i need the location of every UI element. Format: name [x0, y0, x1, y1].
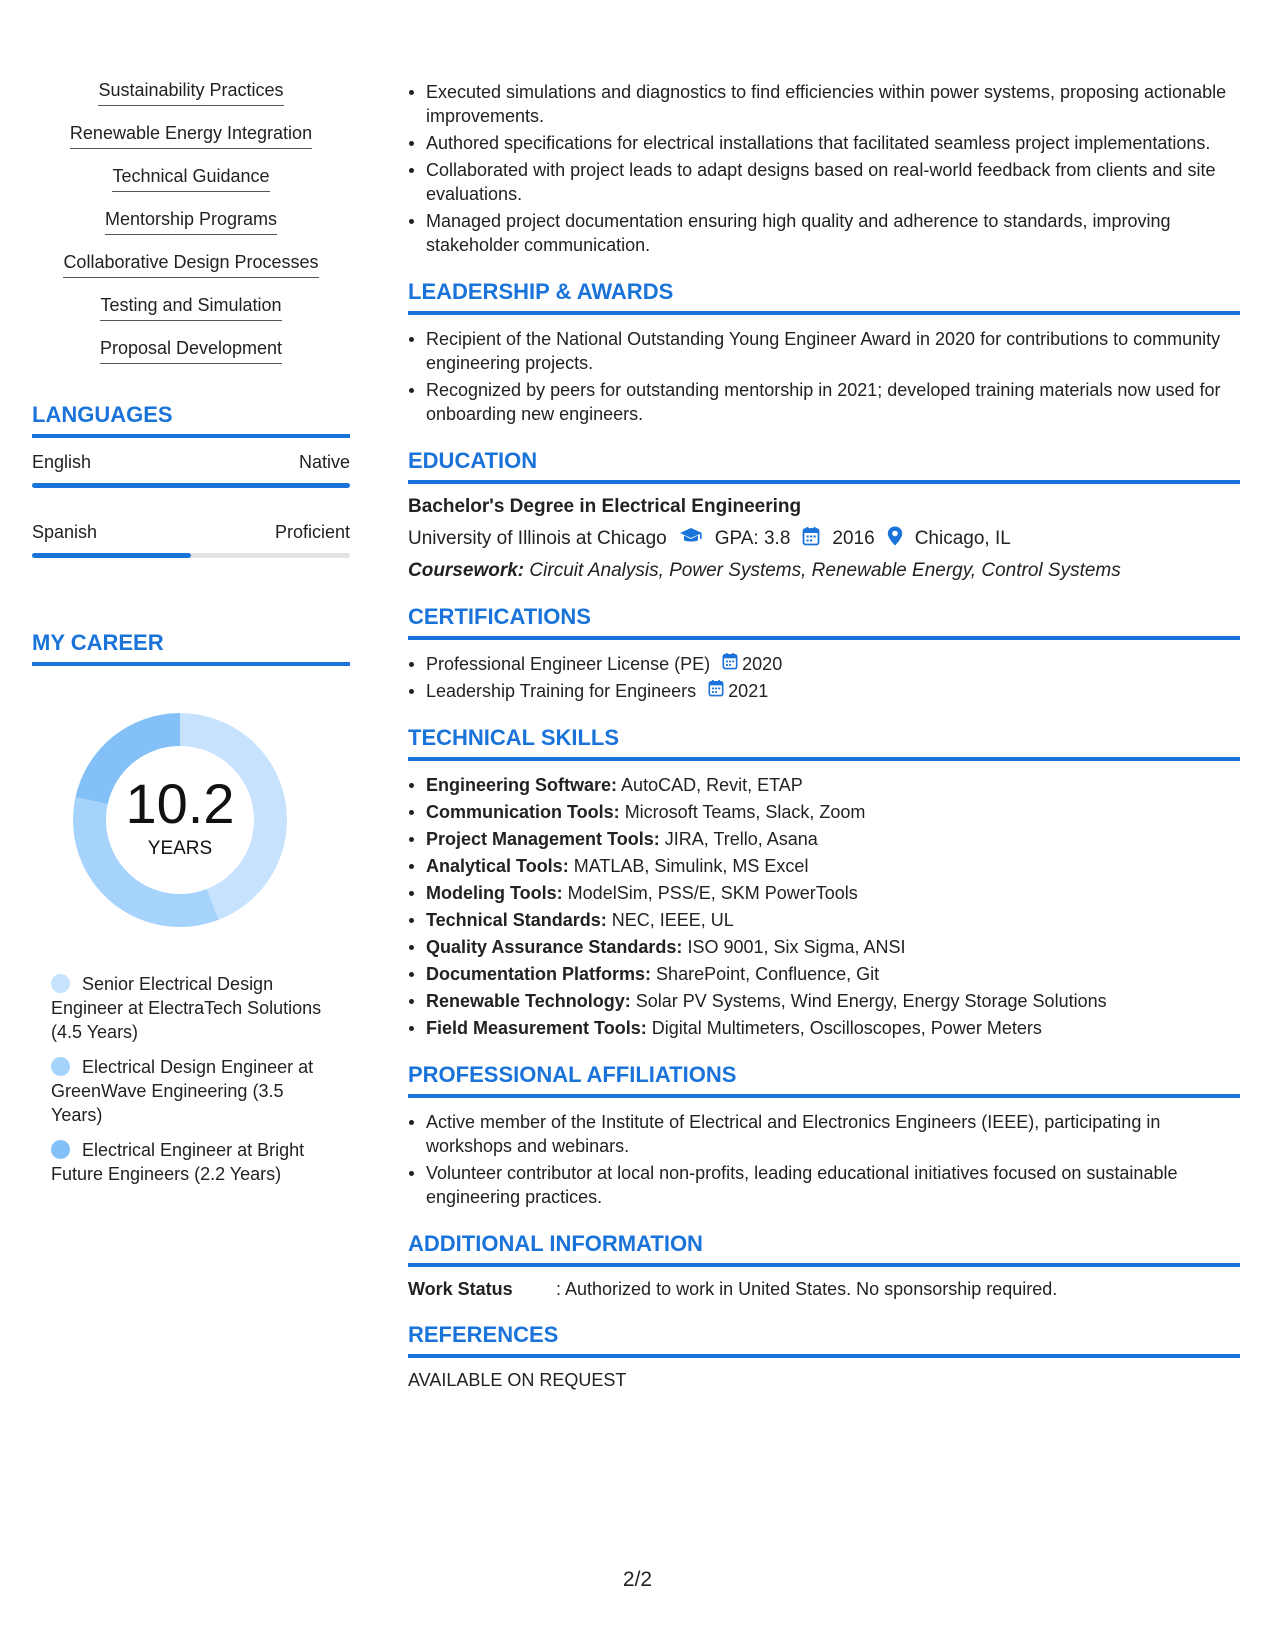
right-column — [408, 80, 1240, 1391]
list-item — [32, 80, 350, 106]
career-total: 10.2 — [125, 772, 235, 835]
skill-values: JIRA, Trello, Asana — [664, 829, 818, 849]
language-bar — [32, 553, 350, 558]
leadership-list — [408, 327, 1240, 426]
education-gpa: GPA: 3.8 — [714, 528, 791, 549]
list-item — [32, 166, 350, 192]
education-year: 2016 — [832, 528, 875, 549]
certification-name: Professional Engineer License (PE) — [426, 654, 711, 674]
list-item: Recognized by peers for outstanding mentorship in 2021; developed training materials now used for onboarding new engineers. — [408, 378, 1240, 426]
education-title: EDUCATION — [408, 448, 1240, 484]
certification-year: 2020 — [742, 654, 783, 674]
list-item — [408, 935, 1240, 959]
references-title: REFERENCES — [408, 1322, 1240, 1358]
affiliations-title: PROFESSIONAL AFFILIATIONS — [408, 1062, 1240, 1098]
skill-values: Digital Multimeters, Oscilloscopes, Power Meters — [651, 1018, 1042, 1038]
language-level: Native — [298, 452, 350, 472]
calendar-icon — [802, 526, 820, 552]
skill-values: ISO 9001, Six Sigma, ANSI — [687, 937, 906, 957]
skills-list — [32, 80, 350, 364]
skill-values: ModelSim, PSS/E, SKM PowerTools — [567, 883, 858, 903]
skill-values: Solar PV Systems, Wind Energy, Energy Storage Solutions — [635, 991, 1107, 1011]
work-status-row — [408, 1279, 1240, 1300]
language-bar — [32, 483, 350, 488]
leadership-title: LEADERSHIP & AWARDS — [408, 279, 1240, 315]
legend-dot — [51, 974, 70, 993]
skill-tag: Proposal Development — [100, 338, 282, 364]
certifications-title: CERTIFICATIONS — [408, 604, 1240, 640]
list-item — [408, 800, 1240, 824]
list-item — [32, 338, 350, 364]
career-item-label: Senior Electrical Design Engineer at ElectraTech Solutions (4.5 Years) — [51, 974, 322, 1042]
career-title: MY CAREER — [32, 630, 350, 666]
technical-skills-title: TECHNICAL SKILLS — [408, 725, 1240, 761]
legend-dot — [51, 1057, 70, 1076]
list-item — [408, 989, 1240, 1013]
calendar-icon — [708, 679, 724, 703]
skill-values: Microsoft Teams, Slack, Zoom — [624, 802, 866, 822]
skill-tag: Sustainability Practices — [98, 80, 283, 106]
list-item: Collaborated with project leads to adapt designs based on real-world feedback from clients and site evaluations. — [408, 158, 1240, 206]
career-legend — [32, 972, 322, 1186]
skill-values: AutoCAD, Revit, ETAP — [621, 775, 803, 795]
skill-category: Project Management Tools: — [426, 829, 660, 849]
skill-category: Documentation Platforms: — [426, 964, 652, 984]
career-donut — [66, 706, 294, 934]
list-item — [32, 123, 350, 149]
list-item: Recipient of the National Outstanding Young Engineer Award in 2020 for contributions to community engineering projects. — [408, 327, 1240, 375]
skill-category: Renewable Technology: — [426, 991, 631, 1011]
skill-category: Analytical Tools: — [426, 856, 569, 876]
page-number: 2/2 — [622, 1568, 653, 1591]
education-entry — [408, 496, 1240, 582]
certifications-list — [408, 652, 1240, 703]
language-name: English — [32, 452, 92, 472]
skill-values: NEC, IEEE, UL — [611, 910, 734, 930]
education-degree: Bachelor's Degree in Electrical Engineering — [408, 496, 802, 517]
skill-category: Field Measurement Tools: — [426, 1018, 647, 1038]
skill-category: Modeling Tools: — [426, 883, 563, 903]
skill-values: SharePoint, Confluence, Git — [656, 964, 880, 984]
list-item — [51, 972, 322, 1044]
list-item — [408, 827, 1240, 851]
education-location: Chicago, IL — [914, 528, 1011, 549]
certification-year: 2021 — [728, 681, 769, 701]
coursework-value: Circuit Analysis, Power Systems, Renewable Energy, Control Systems — [529, 560, 1121, 581]
list-item — [51, 1138, 322, 1186]
list-item — [32, 209, 350, 235]
work-status-value: : Authorized to work in United States. No sponsorship required. — [556, 1279, 1058, 1299]
list-item — [408, 652, 1240, 676]
education-coursework — [408, 560, 1240, 582]
language-name: Spanish — [32, 522, 98, 542]
language-spanish — [32, 522, 350, 558]
references-text: AVAILABLE ON REQUEST — [408, 1370, 627, 1390]
skill-values: MATLAB, Simulink, MS Excel — [573, 856, 809, 876]
list-item: Executed simulations and diagnostics to find efficiencies within power systems, proposing actionable improvements. — [408, 80, 1240, 128]
skill-tag: Technical Guidance — [112, 166, 269, 192]
affiliations-list — [408, 1110, 1240, 1209]
list-item — [408, 962, 1240, 986]
skill-category: Quality Assurance Standards: — [426, 937, 683, 957]
career-item-label: Electrical Engineer at Bright Future Engineers (2.2 Years) — [51, 1140, 305, 1184]
skill-tag: Mentorship Programs — [105, 209, 277, 235]
skill-category: Engineering Software: — [426, 775, 618, 795]
list-item — [408, 679, 1240, 703]
list-item — [32, 295, 350, 321]
list-item: Managed project documentation ensuring high quality and adherence to standards, improving stakeholder communication. — [408, 209, 1240, 257]
skill-tag: Testing and Simulation — [100, 295, 281, 321]
list-item: Active member of the Institute of Electrical and Electronics Engineers (IEEE), participating in workshops and webinars. — [408, 1110, 1240, 1158]
list-item — [408, 881, 1240, 905]
list-item — [51, 1055, 322, 1127]
left-column — [32, 80, 350, 1197]
graduation-cap-icon — [679, 527, 703, 551]
list-item — [408, 854, 1240, 878]
language-level: Proficient — [274, 522, 350, 542]
skill-category: Communication Tools: — [426, 802, 620, 822]
skill-category: Technical Standards: — [426, 910, 607, 930]
language-bar-fill — [32, 553, 191, 558]
experience-bullets — [408, 80, 1240, 257]
career-unit: YEARS — [147, 838, 213, 859]
list-item — [408, 773, 1240, 797]
list-item: Authored specifications for electrical installations that facilitated seamless project implementations. — [408, 131, 1240, 155]
legend-dot — [51, 1140, 70, 1159]
list-item: Volunteer contributor at local non-profits, leading educational initiatives focused on sustainable engineering practices. — [408, 1161, 1240, 1209]
list-item — [408, 1016, 1240, 1040]
language-bar-fill — [32, 483, 350, 488]
education-school: University of Illinois at Chicago — [408, 528, 667, 549]
certification-name: Leadership Training for Engineers — [426, 681, 697, 701]
additional-info-title: ADDITIONAL INFORMATION — [408, 1231, 1240, 1267]
location-pin-icon — [887, 526, 903, 552]
language-english — [32, 452, 350, 488]
skill-tag: Collaborative Design Processes — [63, 252, 318, 278]
list-item — [32, 252, 350, 278]
career-item-label: Electrical Design Engineer at GreenWave Engineering (3.5 Years) — [51, 1057, 314, 1125]
calendar-icon — [722, 652, 738, 676]
technical-skills-list — [408, 773, 1240, 1040]
list-item — [408, 908, 1240, 932]
skill-tag: Renewable Energy Integration — [70, 123, 312, 149]
coursework-label: Coursework: — [408, 560, 525, 581]
languages-title: LANGUAGES — [32, 402, 350, 438]
work-status-label: Work Status — [408, 1279, 513, 1299]
